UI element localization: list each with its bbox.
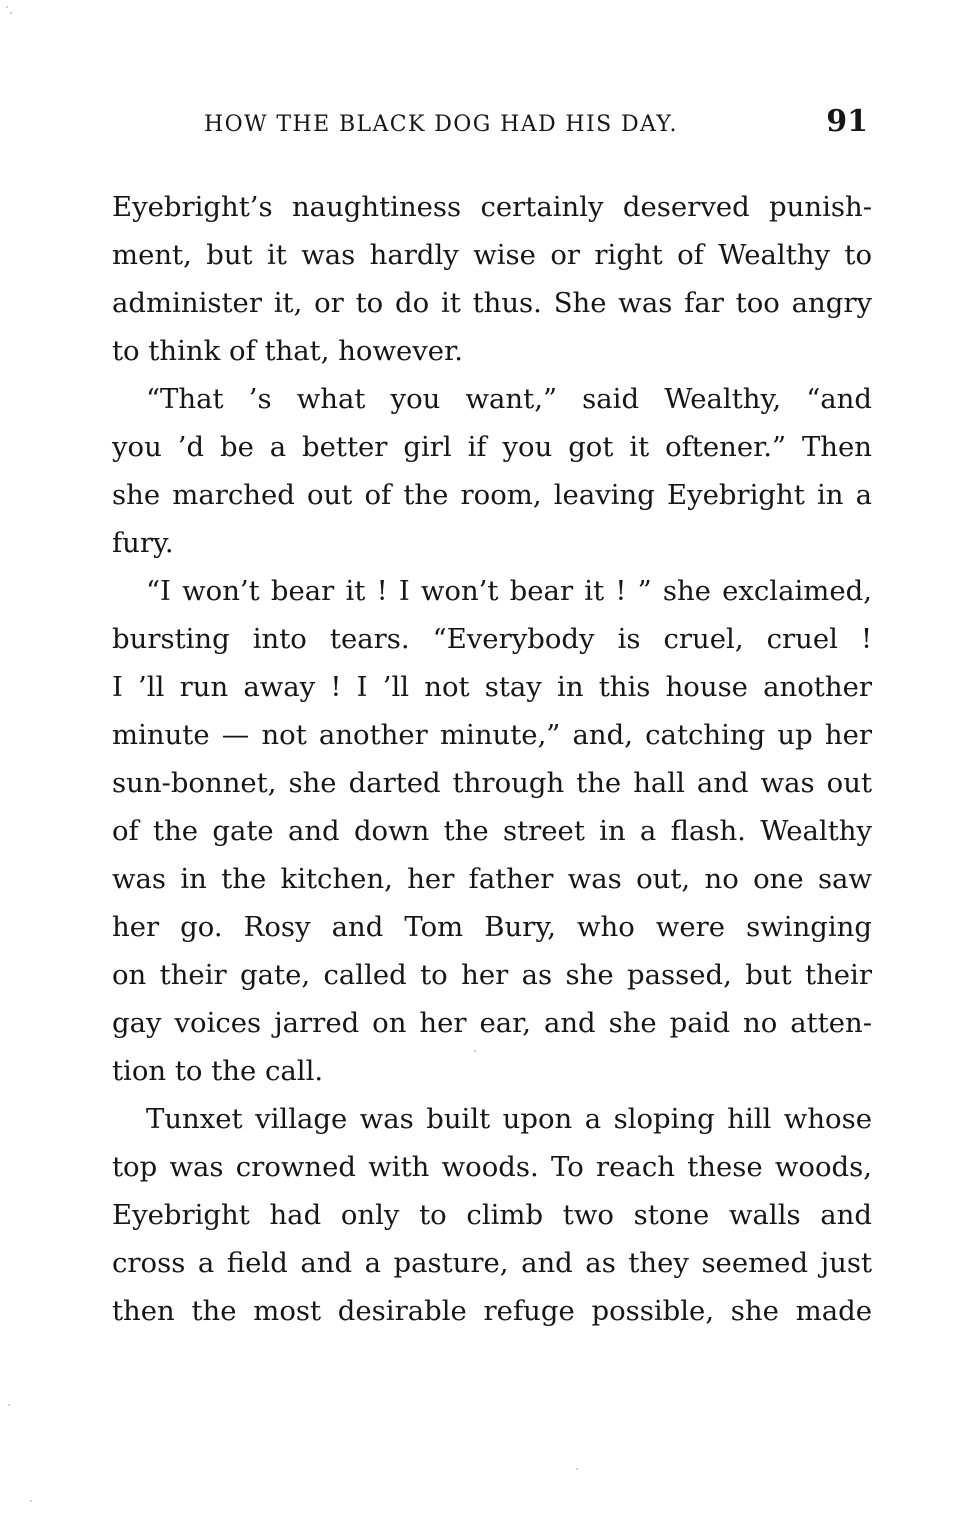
- paragraph-4: [112, 1095, 872, 1335]
- text-line: of the gate and down the street in a flash. Wealthy: [112, 815, 872, 847]
- text-line: on their gate, called to her as she passed, but their: [112, 959, 872, 991]
- text-line: administer it, or to do it thus. She was far too angry: [112, 287, 872, 319]
- text-line: Tunxet village was built upon a sloping hill whose: [146, 1103, 872, 1135]
- paragraph-3: [112, 567, 872, 1095]
- scan-speck: [576, 1468, 578, 1470]
- text-line: fury.: [112, 527, 174, 559]
- text-line: ment, but it was hardly wise or right of Wealthy to: [112, 239, 872, 271]
- text-line: Eyebright’s naughtiness certainly deserved punish-: [112, 191, 872, 223]
- running-title: HOW THE BLACK DOG HAD HIS DAY.: [204, 112, 678, 137]
- text-line: then the most desirable refuge possible, she made: [112, 1295, 872, 1327]
- page-number: 91: [826, 104, 868, 139]
- text-line: sun-bonnet, she darted through the hall and was out: [112, 767, 872, 799]
- text-line: to think of that, however.: [112, 335, 463, 367]
- text-line: you ’d be a better girl if you got it oftener.” Then: [112, 431, 872, 463]
- text-line: top was crowned with woods. To reach these woods,: [112, 1151, 872, 1183]
- text-line: her go. Rosy and Tom Bury, who were swinging: [112, 911, 872, 943]
- paragraph-2: [112, 375, 872, 567]
- running-head: [112, 104, 872, 144]
- text-line: “That ’s what you want,” said Wealthy, “and: [146, 383, 872, 415]
- text-line: tion to the call.: [112, 1055, 324, 1087]
- scan-speck: [8, 1404, 10, 1406]
- text-line: minute — not another minute,” and, catching up her: [112, 719, 872, 751]
- paragraph-1: [112, 183, 872, 375]
- scan-speck: [474, 1050, 476, 1052]
- scan-speck: [6, 6, 8, 8]
- body-text: [112, 183, 872, 1335]
- text-line: bursting into tears. “Everybody is cruel, cruel !: [112, 623, 872, 655]
- text-line: was in the kitchen, her father was out, no one saw: [112, 863, 872, 895]
- text-line: Eyebright had only to climb two stone walls and: [112, 1199, 872, 1231]
- text-line: I ’ll run away ! I ’ll not stay in this house another: [112, 671, 872, 703]
- scan-speck: [10, 12, 12, 14]
- text-line: she marched out of the room, leaving Eyebright in a: [112, 479, 872, 511]
- text-line: cross a field and a pasture, and as they seemed just: [112, 1247, 872, 1279]
- scan-speck: [30, 1500, 32, 1502]
- text-line: “I won’t bear it ! I won’t bear it ! ” she exclaimed,: [146, 575, 872, 607]
- text-line: gay voices jarred on her ear, and she paid no atten-: [112, 1007, 872, 1039]
